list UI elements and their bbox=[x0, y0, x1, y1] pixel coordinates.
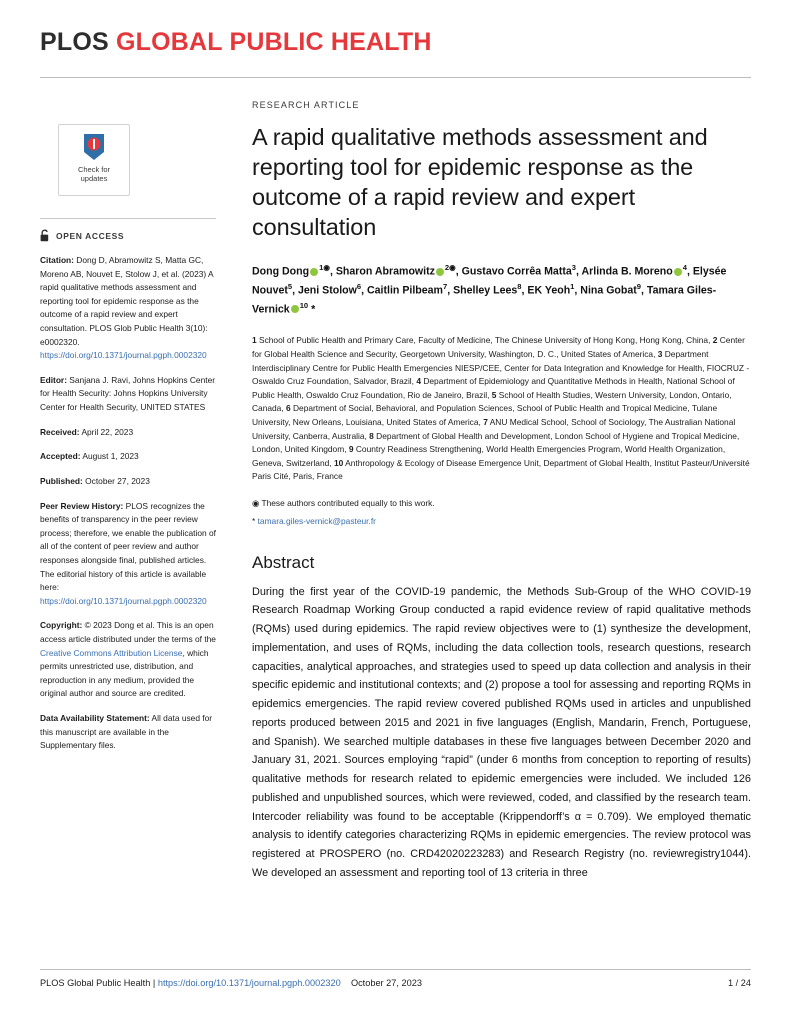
editor-text: Sanjana J. Ravi, Johns Hopkins Center for Health Security: Johns Hopkins University Center for Health Security, UNITED STATES bbox=[40, 374, 216, 413]
copyright-heading: Copyright: bbox=[40, 620, 83, 631]
open-access-badge[interactable] bbox=[40, 229, 216, 242]
footer-doi-link[interactable]: https://doi.org/10.1371/journal.pgph.0002320 bbox=[157, 978, 341, 988]
peer-review-block bbox=[40, 500, 216, 609]
abstract-text: During the first year of the COVID-19 pandemic, the Methods Sub-Group of the WHO COVID-19 Research Roadmap Working Group conducted a rapid evidence review of rapid qualitative methods (RQMs) used during epidemics. The rapid review objectives were to (1) synthesize the development, implementation, and uses of RQMs, including the data collection tools, research questions, research capacities, analytical approaches, and strategies used to speed up data collection and analysis in their specific epidemic and institutional contexts; and (2) propose a tool for assessing and reporting RQMs in epidemics emergencies. The rapid review covered published RQMs used in articles and unpublished reports produced between 2015 and 2021 in five languages (English, Mandarin, French, Portuguese, and Spanish). We searched multiple databases in these five languages between December 2020 and January 31, 2021. Sources employing “rapid” (under 6 months from conception to reporting of results) qualitative methods for research related to epidemic emergencies were included. We included 126 published and unpublished sources, which were reviewed, coded, and classified by the research team. Intercoder reliability was found to be acceptable (Krippendorff’s α = 0.709). We employed thematic analysis to identify categories characterizing RQMs in epidemic emergencies. The review protocol was registered at PROSPERO (no. CRD42020223283) and Research Registry (no. reviewregistry1044). We developed an assessment and reporting tool of 13 criteria in three bbox=[252, 585, 751, 879]
copyright-text-1: © 2023 Dong et al. This is an open access article distributed under the terms of the bbox=[40, 620, 216, 645]
corresponding-author-note bbox=[252, 514, 751, 528]
orcid-icon[interactable] bbox=[291, 305, 299, 313]
page-footer bbox=[40, 969, 751, 988]
footer-date: October 27, 2023 bbox=[350, 978, 422, 988]
journal-logo[interactable] bbox=[40, 30, 751, 55]
crossmark-icon bbox=[81, 132, 107, 162]
peer-review-heading: Peer Review History: bbox=[40, 500, 124, 511]
orcid-icon[interactable] bbox=[310, 268, 318, 276]
accepted-block bbox=[40, 450, 216, 464]
corresponding-email-link[interactable]: tamara.giles-vernick@pasteur.fr bbox=[257, 516, 376, 527]
corresponding-marker: * bbox=[252, 516, 256, 527]
accepted-heading: Accepted: bbox=[40, 451, 81, 462]
citation-heading: Citation: bbox=[40, 255, 74, 265]
data-availability-heading: Data Availability Statement: bbox=[40, 713, 150, 724]
journal-logo-plos: PLOS bbox=[40, 28, 109, 56]
copyright-text-2: , which permits unrestricted use, distribution, and reproduction in any medium, provided the original author and source are credited. bbox=[40, 647, 209, 699]
citation-doi-link[interactable]: https://doi.org/10.1371/journal.pgph.0002320 bbox=[40, 350, 207, 361]
license-link[interactable]: Creative Commons Attribution License bbox=[40, 647, 183, 658]
crossmark-badge[interactable] bbox=[58, 124, 130, 196]
peer-review-text: PLOS recognizes the benefits of transparency in the peer review process; therefore, we enable the publication of all of the content of peer review and author responses alongside final, published articles. The editorial history of this article is available here: bbox=[40, 500, 216, 593]
received-block bbox=[40, 426, 216, 440]
accepted-date: August 1, 2023 bbox=[80, 451, 139, 462]
affiliation-list: 1 School of Public Health and Primary Care, Faculty of Medicine, The Chinese University of Hong Kong, Hong Kong, China, 2 Center for Global Health Science and Security, Georgetown University, Washington, D. C., United States of America, 3 Department Interdisciplinary Centre for Public Health Emergencies NIESP/CEE, Center for Data Integration and Knowledge for Health, FIOCRUZ - Oswaldo Cruz Foundation, Salvador, Brazil, 4 Department of Epidemiology and Quantitative Methods in Health, National School of Public Health, Oswaldo Cruz Foundation, Rio de Janeiro, Brazil, 5 School of Health Studies, Western University, London, Ontario, Canada, 6 Department of Social, Behavioral, and Population Sciences, School of Public Health and Tropical Medicine, Tulane University, New Orleans, Louisiana, United States of America, 7 ANU Medical School, School of Sociology, The Australian National University, Canberra, Australia, 8 Department of Global Health and Development, London School of Hygiene and Tropical Medicine, London, United Kingdom, 9 Country Readiness Strengthening, World Health Emergencies Program, World Health Organization, Geneva, Switzerland, 10 Anthropology & Ecology of Disease Emergence Unit, Department of Global Health, Institut Pasteur/Université Paris Cité, Paris, France bbox=[252, 335, 750, 482]
article-type-kicker: RESEARCH ARTICLE bbox=[252, 100, 360, 110]
footer-left bbox=[40, 978, 728, 988]
footer-journal-name: PLOS Global Public Health bbox=[40, 978, 151, 988]
published-heading: Published: bbox=[40, 475, 83, 486]
journal-logo-title: GLOBAL PUBLIC HEALTH bbox=[116, 28, 432, 56]
published-block bbox=[40, 475, 216, 489]
citation-text: Dong D, Abramowitz S, Matta GC, Moreno AB, Nouvet E, Stolow J, et al. (2023) A rapid qualitative methods assessment and reporting tool for epidemic response as the outcome of a rapid review and expert consultation. PLOS Glob Public Health 3(10): e0002320. bbox=[40, 255, 214, 347]
crossmark-label: Check for updates bbox=[77, 165, 111, 184]
footer-separator: | bbox=[152, 978, 156, 988]
page-body bbox=[0, 78, 791, 883]
article-main bbox=[230, 100, 751, 883]
journal-masthead bbox=[0, 0, 791, 65]
data-availability-text: All data used for this manuscript are available in the Supplementary files. bbox=[40, 713, 213, 751]
editor-heading: Editor: bbox=[40, 374, 67, 385]
copyright-block bbox=[40, 619, 216, 701]
footer-page-number: 1 / 24 bbox=[728, 978, 751, 988]
editor-block bbox=[40, 374, 216, 415]
open-lock-icon bbox=[40, 229, 50, 242]
received-heading: Received: bbox=[40, 426, 80, 437]
sidebar-divider bbox=[40, 218, 216, 219]
sidebar-metadata bbox=[40, 100, 230, 883]
author-list: Dong Dong $^{1◉}$, Sharon Abramowitz $^{2◉}$, Gustavo Corrêa Matta$^3$, Arlinda B. Moreno $^4$, Elysée Nouvet$^5$, Jeni Stolow$^6$, Caitlin Pilbeam$^7$, Shelley Lees$^8$, EK Yeoh$^1$, Nina Gobat$^9$, Tamara Giles-Vernick $^{10}$ * bbox=[252, 263, 727, 316]
page-title: A rapid qualitative methods assessment and reporting tool for epidemic response as the outcome of a rapid review and expert consultation bbox=[252, 124, 708, 241]
peer-review-link[interactable]: https://doi.org/10.1371/journal.pgph.0002320 bbox=[40, 595, 207, 606]
abstract-heading: Abstract bbox=[252, 552, 315, 572]
data-availability-block bbox=[40, 712, 216, 753]
received-date: April 22, 2023 bbox=[79, 426, 134, 437]
published-date: October 27, 2023 bbox=[82, 475, 150, 486]
open-access-label: OPEN ACCESS bbox=[56, 230, 125, 241]
equal-contribution-note: ◉ These authors contributed equally to this work. bbox=[252, 498, 435, 509]
citation-block bbox=[40, 254, 216, 363]
orcid-icon[interactable] bbox=[436, 268, 444, 276]
orcid-icon[interactable] bbox=[674, 268, 682, 276]
